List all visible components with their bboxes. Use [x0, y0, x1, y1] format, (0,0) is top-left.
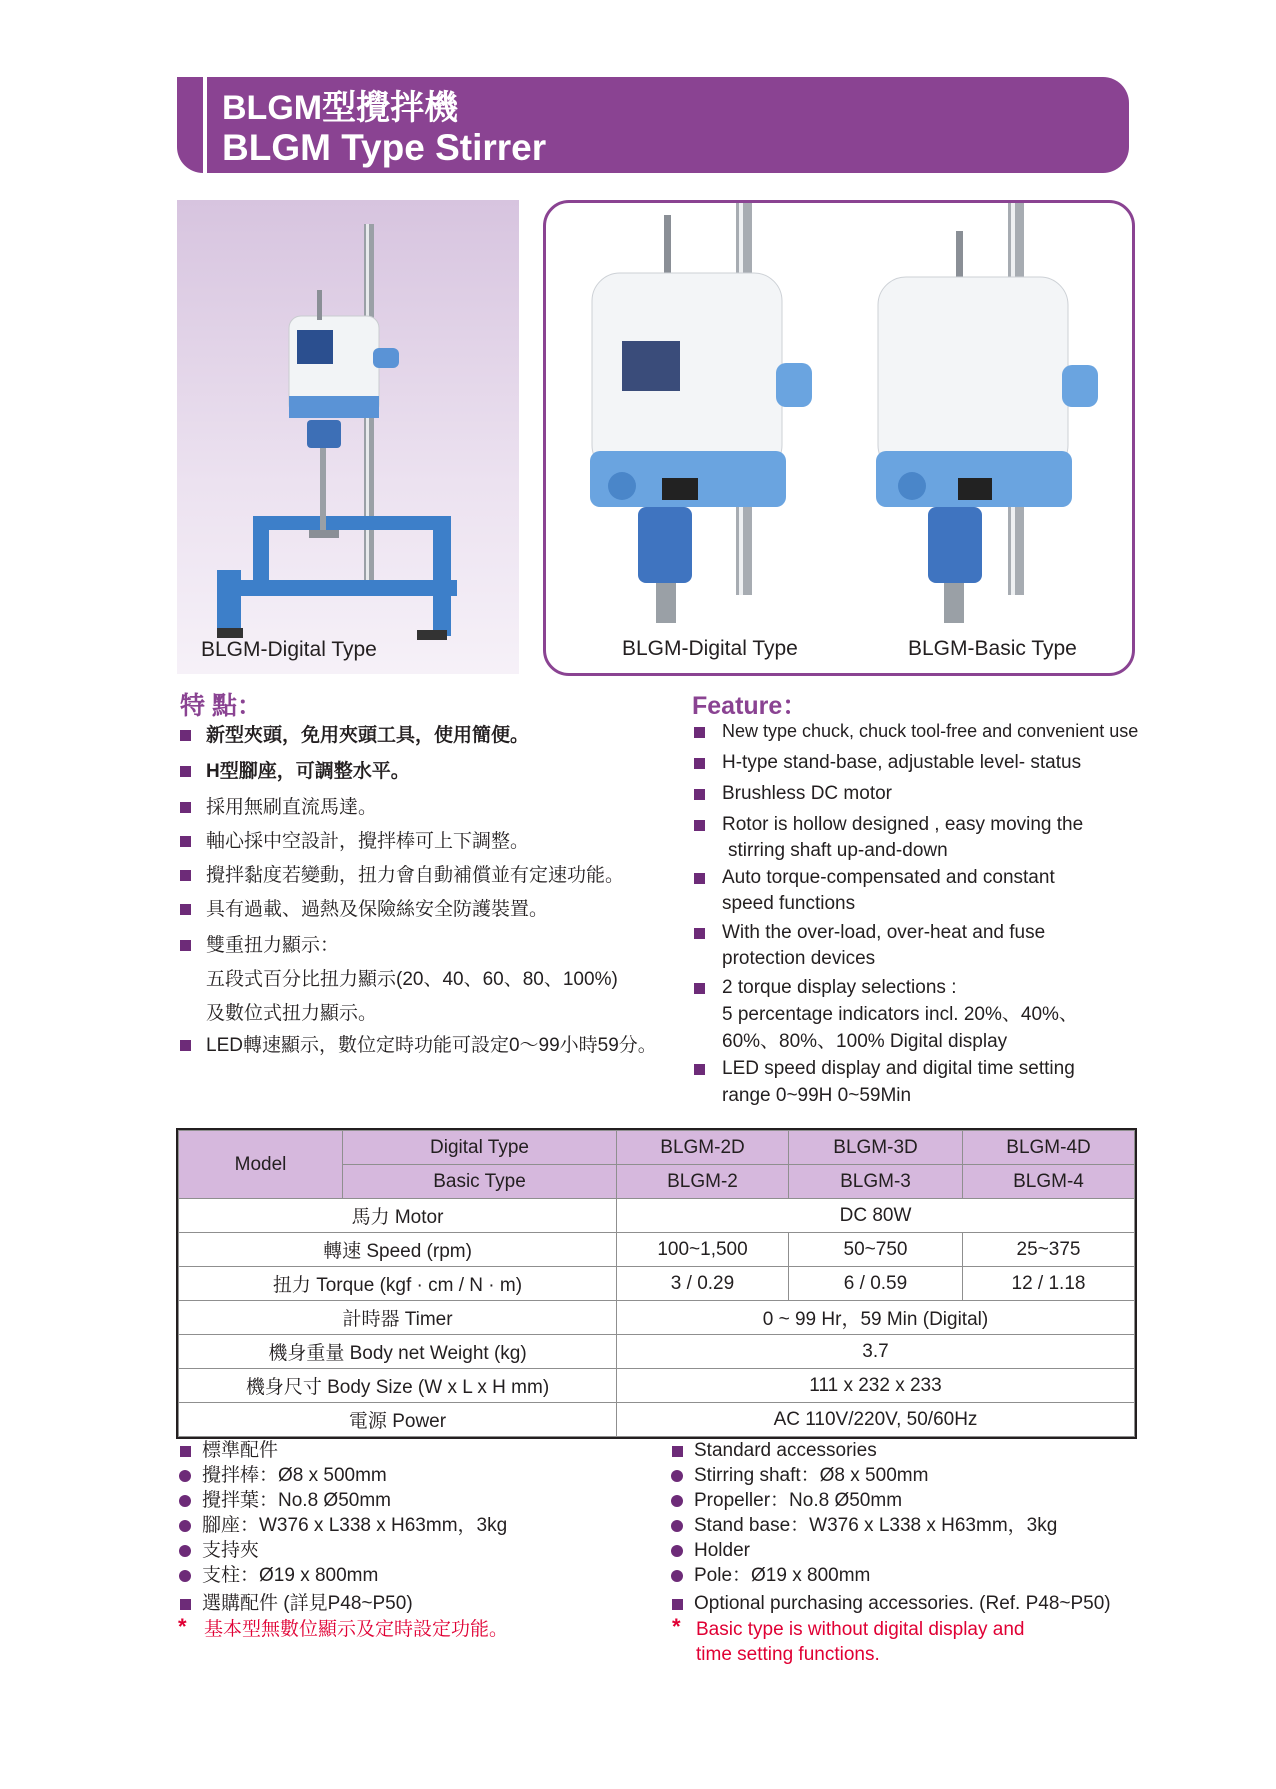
bullet-dot-icon [179, 1545, 191, 1557]
bullet-dot-icon [671, 1470, 683, 1482]
torque-label: 扭力 Torque (kgf · cm / N · m) [179, 1267, 617, 1301]
page-title-zh: BLGM型攪拌機 [222, 89, 459, 127]
list-item-continued: 60%、80%、100% Digital display [722, 1031, 1008, 1052]
size-label: 機身尺寸 Body Size (W x L x H mm) [179, 1369, 617, 1403]
list-item-continued: 五段式百分比扭力顯示(20、40、60、80、100%) [206, 969, 618, 990]
list-item: 軸心採中空設計，攪拌棒可上下調整。 [206, 831, 530, 852]
list-item: With the over-load, over-heat and fuse [722, 922, 1046, 943]
list-item: H-type stand-base, adjustable level- status [722, 752, 1082, 773]
bullet-square-icon [694, 873, 705, 884]
bullet-square-icon [180, 940, 191, 951]
table-cell: 25~375 [963, 1233, 1135, 1267]
table-row [179, 1403, 1135, 1437]
basic-type-note-continued: time setting functions. [696, 1644, 880, 1665]
bullet-square-icon [694, 820, 705, 831]
bullet-dot-icon [179, 1570, 191, 1582]
page-title-en: BLGM Type Stirrer [222, 127, 547, 168]
photo-caption-digital: BLGM-Digital Type [622, 637, 798, 660]
bullet-square-icon [672, 1599, 683, 1610]
motor-value: DC 80W [617, 1199, 1135, 1233]
size-value: 111 x 232 x 233 [617, 1369, 1135, 1403]
photo-caption-left: BLGM-Digital Type [201, 638, 377, 661]
bullet-square-icon [694, 727, 705, 738]
list-item: 新型夾頭，免用夾頭工具，使用簡便。 [206, 725, 530, 746]
list-item-continued: 及數位式扭力顯示。 [206, 1003, 378, 1024]
bullet-square-icon [694, 928, 705, 939]
list-item: LED speed display and digital time setting [722, 1058, 1075, 1079]
optional-accessories: Optional purchasing accessories. (Ref. P48~P50) [694, 1593, 1111, 1614]
banner-divider [203, 77, 207, 173]
basic-type-note: Basic type is without digital display and [696, 1619, 1025, 1640]
table-cell: 3 / 0.29 [617, 1267, 789, 1301]
bullet-square-icon [672, 1446, 683, 1457]
bullet-square-icon [180, 802, 191, 813]
table-row [179, 1301, 1135, 1335]
bullet-dot-icon [179, 1495, 191, 1507]
table-cell: 12 / 1.18 [963, 1267, 1135, 1301]
table-row [179, 1369, 1135, 1403]
bullet-dot-icon [671, 1495, 683, 1507]
table-cell: BLGM-4 [963, 1165, 1135, 1199]
table-cell: 100~1,500 [617, 1233, 789, 1267]
asterisk-icon: * [672, 1614, 681, 1639]
bullet-square-icon [180, 836, 191, 847]
power-value: AC 110V/220V, 50/60Hz [617, 1403, 1135, 1437]
bullet-square-icon [180, 766, 191, 777]
speed-label: 轉速 Speed (rpm) [179, 1233, 617, 1267]
table-row [179, 1335, 1135, 1369]
list-item: Propeller：No.8 Ø50mm [694, 1490, 903, 1511]
bullet-dot-icon [179, 1470, 191, 1482]
bullet-square-icon [180, 904, 191, 915]
list-item: Rotor is hollow designed , easy moving the [722, 814, 1084, 835]
table-cell: BLGM-2D [617, 1131, 789, 1165]
list-item: Brushless DC motor [722, 783, 892, 804]
bullet-square-icon [180, 1599, 191, 1610]
table-row [179, 1199, 1135, 1233]
features-en-heading: Feature： [692, 692, 808, 720]
list-item: 具有過載、過熱及保險絲安全防護裝置。 [206, 899, 549, 920]
power-label: 電源 Power [179, 1403, 617, 1437]
list-item-continued: 5 percentage indicators incl. 20%、40%、 [722, 1004, 1078, 1025]
table-row [179, 1267, 1135, 1301]
list-item: H型腳座，可調整水平。 [206, 761, 410, 782]
list-item: LED轉速顯示，數位定時功能可設定0～99小時59分。 [206, 1035, 657, 1056]
list-item: New type chuck, chuck tool-free and convenient use [722, 721, 1139, 741]
bullet-square-icon [180, 730, 191, 741]
timer-label: 計時器 Timer [179, 1301, 617, 1335]
list-item: 攪拌棒：Ø8 x 500mm [202, 1465, 387, 1486]
photo-caption-basic: BLGM-Basic Type [908, 637, 1077, 660]
bullet-square-icon [180, 1446, 191, 1457]
table-cell: BLGM-2 [617, 1165, 789, 1199]
list-item: 支柱：Ø19 x 800mm [202, 1565, 379, 1586]
product-photo-digital-stand [177, 200, 519, 674]
list-item: 攪拌黏度若變動，扭力會自動補償並有定速功能。 [206, 865, 625, 886]
table-cell: 50~750 [789, 1233, 963, 1267]
list-item: 腳座：W376 x L338 x H63mm，3kg [202, 1515, 508, 1536]
table-row [179, 1233, 1135, 1267]
table-cell: BLGM-3D [789, 1131, 963, 1165]
stirrer-on-stand-illustration [177, 200, 519, 674]
digital-and-basic-head-illustration [546, 203, 1132, 673]
list-item-continued: stirring shaft up-and-down [728, 840, 948, 861]
bullet-dot-icon [671, 1520, 683, 1532]
table-cell: BLGM-4D [963, 1131, 1135, 1165]
digital-type-label: Digital Type [343, 1131, 617, 1165]
list-item: 2 torque display selections : [722, 977, 957, 998]
features-zh-heading: 特 點： [180, 692, 262, 720]
bullet-square-icon [694, 758, 705, 769]
motor-label: 馬力 Motor [179, 1199, 617, 1233]
bullet-dot-icon [671, 1545, 683, 1557]
bullet-square-icon [180, 870, 191, 881]
standard-accessories-heading: Standard accessories [694, 1440, 877, 1461]
list-item: Holder [694, 1540, 750, 1561]
asterisk-icon: * [178, 1614, 187, 1639]
list-item: Stand base：W376 x L338 x H63mm，3kg [694, 1515, 1058, 1536]
table-cell: BLGM-3 [789, 1165, 963, 1199]
bullet-dot-icon [671, 1570, 683, 1582]
bullet-square-icon [694, 789, 705, 800]
weight-label: 機身重量 Body net Weight (kg) [179, 1335, 617, 1369]
optional-accessories: 選購配件 (詳見P48~P50) [202, 1593, 413, 1614]
list-item: 攪拌葉：No.8 Ø50mm [202, 1490, 391, 1511]
table-row [179, 1131, 1135, 1165]
product-photo-comparison [543, 200, 1135, 676]
standard-accessories-heading: 標準配件 [202, 1440, 279, 1461]
list-item: 支持夾 [202, 1540, 260, 1561]
bullet-square-icon [694, 1064, 705, 1075]
list-item-continued: protection devices [722, 948, 876, 969]
list-item: Pole：Ø19 x 800mm [694, 1565, 871, 1586]
bullet-square-icon [694, 983, 705, 994]
list-item-continued: speed functions [722, 893, 856, 914]
bullet-square-icon [180, 1040, 191, 1051]
basic-type-label: Basic Type [343, 1165, 617, 1199]
basic-type-note: 基本型無數位顯示及定時設定功能。 [204, 1619, 509, 1640]
list-item: 採用無刷直流馬達。 [206, 797, 378, 818]
bullet-dot-icon [179, 1520, 191, 1532]
list-item: Auto torque-compensated and constant [722, 867, 1055, 888]
list-item-continued: range 0~99H 0~59Min [722, 1085, 912, 1106]
list-item: Stirring shaft：Ø8 x 500mm [694, 1465, 929, 1486]
list-item: 雙重扭力顯示： [206, 935, 340, 956]
model-header: Model [179, 1131, 343, 1199]
timer-value: 0 ~ 99 Hr，59 Min (Digital) [617, 1301, 1135, 1335]
weight-value: 3.7 [617, 1335, 1135, 1369]
spec-table [178, 1130, 1135, 1437]
table-cell: 6 / 0.59 [789, 1267, 963, 1301]
